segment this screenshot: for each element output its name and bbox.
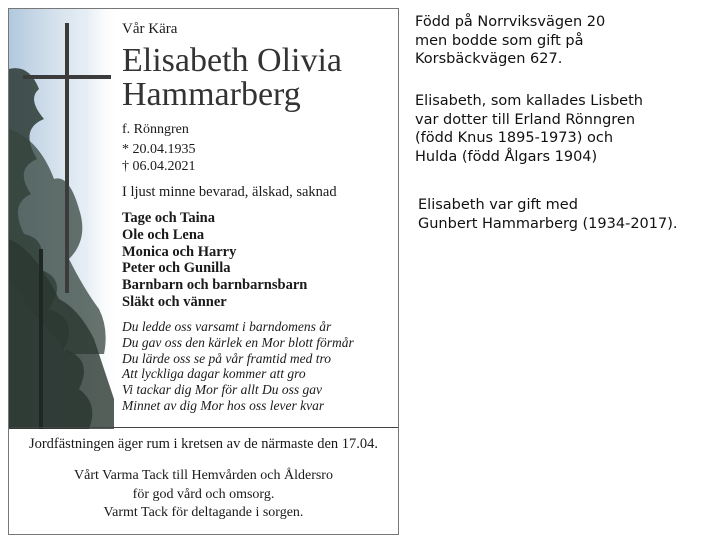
deceased-name-first: Elisabeth Olivia [122,42,343,79]
poem-line: Du lärde oss se på vår framtid med tro [122,350,331,366]
note-line: Korsbäckvägen 627. [415,51,563,67]
obituary-notice [8,8,399,535]
memory-line: I ljust minne bevarad, älskad, saknad [122,184,337,200]
maiden-name: f. Rönngren [122,122,189,137]
spouse-note [418,196,678,233]
mourners-list [122,210,307,311]
deceased-name-last: Hammarberg [122,76,301,113]
thanks-line: Vårt Varma Tack till Hemvården och Åldersro [74,468,333,483]
poem-line: Du ledde oss varsamt i barndomens år [122,319,332,334]
mourner-item: Barnbarn och barnbarnsbarn [122,277,308,294]
intro-text: Vår Kära [122,21,178,37]
note-line: men bodde som gift på [415,32,584,49]
note-line: Hulda (född Ålgars 1904) [415,148,598,165]
poem-line: Du gav oss den kärlek en Mor blott förmår [122,334,354,350]
death-date: † 06.04.2021 [122,159,196,174]
mourner-item: Släkt och vänner [122,293,227,310]
parents-note [415,92,643,166]
mourner-item: Tage och Taina [122,210,215,226]
birthplace-note [415,13,605,69]
thanks-block [9,467,398,523]
note-line: Elisabeth, som kallades Lisbeth [415,93,643,109]
mourner-item: Monica och Harry [122,243,237,260]
note-line: (född Knus 1895-1973) och [415,130,614,146]
poem [122,319,354,414]
birth-date: * 20.04.1935 [122,142,196,157]
thanks-line: för god vård och omsorg. [132,486,275,502]
poem-line: Minnet av dig Mor hos oss lever kvar [122,397,325,413]
note-line: Elisabeth var gift med [418,197,578,213]
divider [9,427,398,428]
cross-icon [9,9,121,309]
funeral-info: Jordfästningen äger rum i kretsen av de närmaste den 17.04. [28,436,379,452]
mourner-item: Peter och Gunilla [122,260,231,277]
mourner-item: Ole och Lena [122,226,205,243]
thanks-line: Varmt Tack för deltagande i sorgen. [103,505,304,520]
poem-line: Att lyckliga dagar kommer att gro [122,366,306,382]
note-line: var dotter till Erland Rönngren [415,111,636,128]
poem-line: Vi tackar dig Mor för allt Du oss gav [122,382,322,398]
note-line: Gunbert Hammarberg (1934-2017). [418,215,678,232]
life-dates [122,141,196,175]
note-line: Född på Norrviksvägen 20 [415,14,606,30]
